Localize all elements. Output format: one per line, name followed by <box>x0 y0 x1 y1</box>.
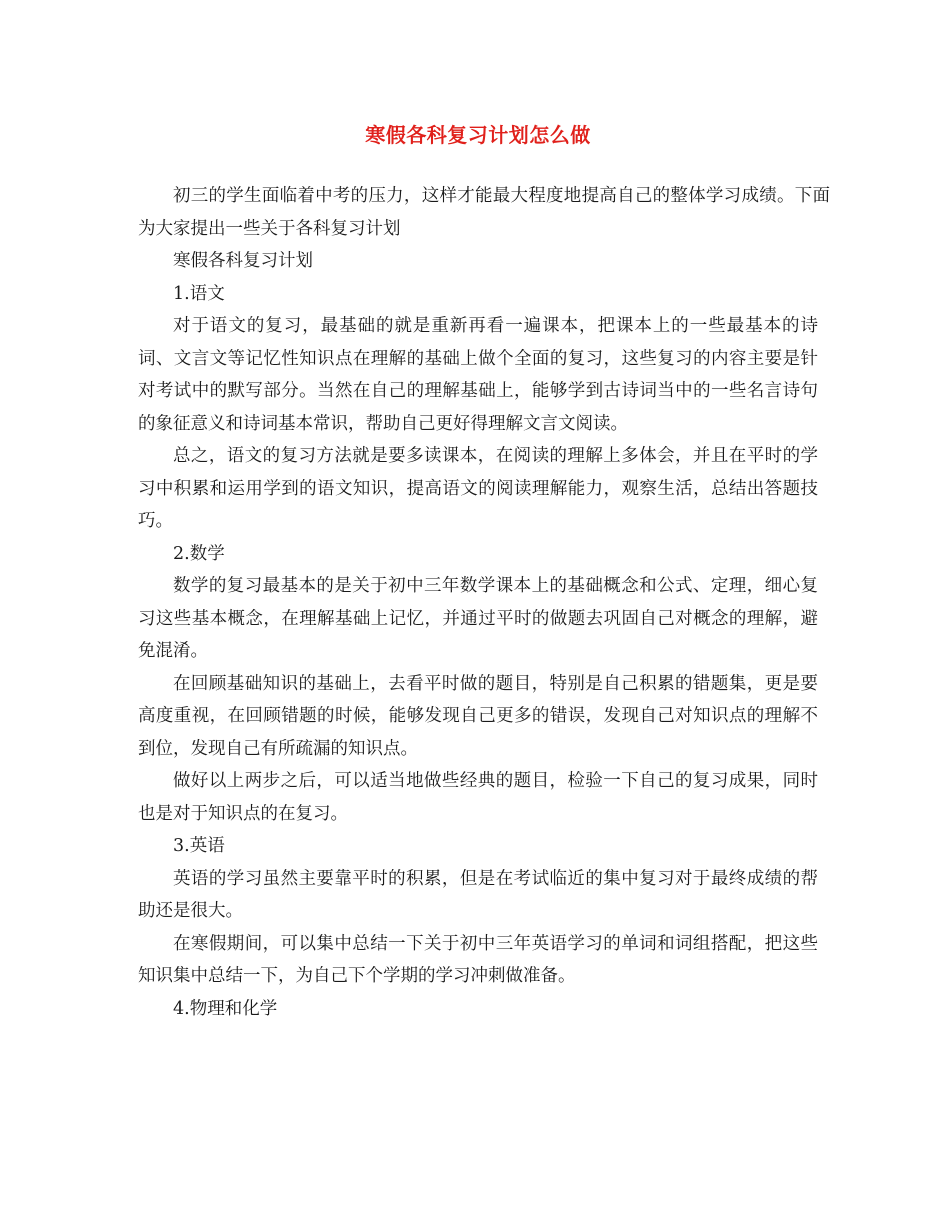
section-heading: 寒假各科复习计划 <box>173 251 313 271</box>
subject-heading-math: 2.数学 <box>173 543 225 564</box>
english-paragraph-1: 英语的学习虽然主要靠平时的积累，但是在考试临近的集中复习对于最终成绩的帮助还是很大。 <box>138 868 818 921</box>
document-body <box>138 180 830 1025</box>
math-paragraph-1: 数学的复习最基本的是关于初中三年数学课本上的基础概念和公式、定理，细心复习这些基本概念，在理解基础上记忆，并通过平时的做题去巩固自己对概念的理解，避免混淆。 <box>138 576 818 661</box>
subject-heading-english: 3.英语 <box>173 836 225 856</box>
chinese-paragraph-1: 对于语文的复习，最基础的就是重新再看一遍课本，把课本上的一些最基本的诗词、文言文等记忆性知识点在理解的基础上做个全面的复习，这些复习的内容主要是针对考试中的默写部分。当然在自己的理解基础上，能够学到古诗词当中的一些名言诗句的象征意义和诗词基本常识，帮助自己更好得理解文言文阅读。 <box>138 316 818 434</box>
math-paragraph-3: 做好以上两步之后，可以适当地做些经典的题目，检验一下自己的复习成果，同时也是对于知识点的在复习。 <box>138 771 818 824</box>
document-page <box>138 120 830 1025</box>
intro-paragraph: 初三的学生面临着中考的压力，这样才能最大程度地提高自己的整体学习成绩。下面为大家提出一些关于各科复习计划 <box>138 186 830 239</box>
document-title: 寒假各科复习计划怎么做 <box>365 123 591 147</box>
math-paragraph-2: 在回顾基础知识的基础上，去看平时做的题目，特别是自己积累的错题集，更是要高度重视，在回顾错题的时候，能够发现自己更多的错误，发现自己对知识点的理解不到位，发现自己有所疏漏的知识点。 <box>138 673 818 759</box>
chinese-paragraph-2: 总之，语文的复习方法就是要多读课本，在阅读的理解上多体会，并且在平时的学习中积累和运用学到的语文知识，提高语文的阅读理解能力，观察生活，总结出答题技巧。 <box>138 446 818 531</box>
subject-heading-physics-chemistry: 4.物理和化学 <box>173 998 278 1019</box>
subject-heading-chinese: 1.语文 <box>173 283 225 304</box>
english-paragraph-2: 在寒假期间，可以集中总结一下关于初中三年英语学习的单词和词组搭配，把这些知识集中总结一下，为自己下个学期的学习冲刺做准备。 <box>138 933 818 986</box>
